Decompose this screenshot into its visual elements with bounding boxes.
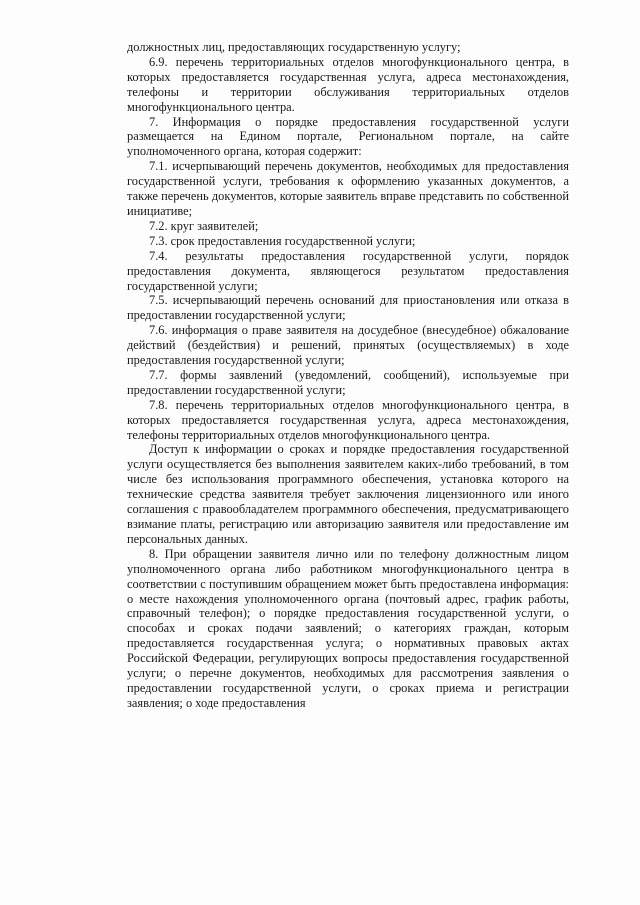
paragraph-6-9: 6.9. перечень территориальных отделов многофункционального центра, в которых предоставляется государственная услуга, адреса местонахождения, телефоны и территории обслуживания территориальных отделов многофункционального центра. (127, 54, 569, 114)
paragraph-7-4: 7.4. результаты предоставления государственной услуги, порядок предоставления документа, являющегося результатом предоставления государственной услуги; (127, 248, 569, 293)
paragraph-7-2: 7.2. круг заявителей; (149, 218, 259, 233)
paragraph-7-3: 7.3. срок предоставления государственной услуги; (149, 233, 416, 248)
paragraph-7-5: 7.5. исчерпывающий перечень оснований для приостановления или отказа в предоставлении государственной услуги; (127, 293, 569, 323)
paragraph-7: 7. Информация о порядке предоставления государственной услуги размещается на Едином портале, Региональном портале, на сайте уполномоченного органа, которая содержит: (127, 114, 569, 159)
paragraph-8: 8. При обращении заявителя лично или по телефону должностным лицом уполномоченного органа либо работником многофункционального центра в соответствии с поступившим обращением может быть предоставлена информация: о месте нахождения уполномоченного органа (почтовый адрес, график работы, справочный телефон); о порядке предоставления государственной услуги, о способах и сроках подачи заявлений; о категориях граждан, которым предоставляется государственная услуга; о нормативных правовых актах Российской Федерации, регулирующих вопросы предоставления государственной услуги; о перечне документов, необходимых для рассмотрения заявления о предоставлении государственной услуги, о сроках приема и регистрации заявления; о ходе предоставления (127, 546, 569, 710)
paragraph-7-7: 7.7. формы заявлений (уведомлений, сообщений), используемые при предоставлении государственной услуги; (127, 367, 569, 397)
paragraph-7-1: 7.1. исчерпывающий перечень документов, необходимых для предоставления государственной услуги, требования к оформлению указанных документов, а также перечень документов, которые заявитель вправе представить по собственной инициативе; (127, 159, 569, 218)
paragraph-access-info: Доступ к информации о сроках и порядке предоставления государственной услуги осуществляется без выполнения заявителем каких-либо требований, в том числе без использования программного обеспечения, установка которого на технические средства заявителя требует заключения лицензионного или иного соглашения с правообладателем программного обеспечения, предусматривающего взимание платы, регистрацию или авторизацию заявителя или предоставление им персональных данных. (127, 442, 569, 546)
paragraph-continuation-officials: должностных лиц, предоставляющих государственную услугу; (127, 40, 461, 54)
paragraph-7-8: 7.8. перечень территориальных отделов многофункционального центра, в которых предоставляется государственная услуга, адреса местонахождения, телефоны территориальных отделов многофункционального центра. (127, 397, 569, 442)
paragraph-7-6: 7.6. информация о праве заявителя на досудебное (внесудебное) обжалование действий (бездействия) и решений, принятых (осуществляемых) в ходе предоставления государственной услуги; (127, 323, 569, 368)
document-body (127, 40, 569, 711)
